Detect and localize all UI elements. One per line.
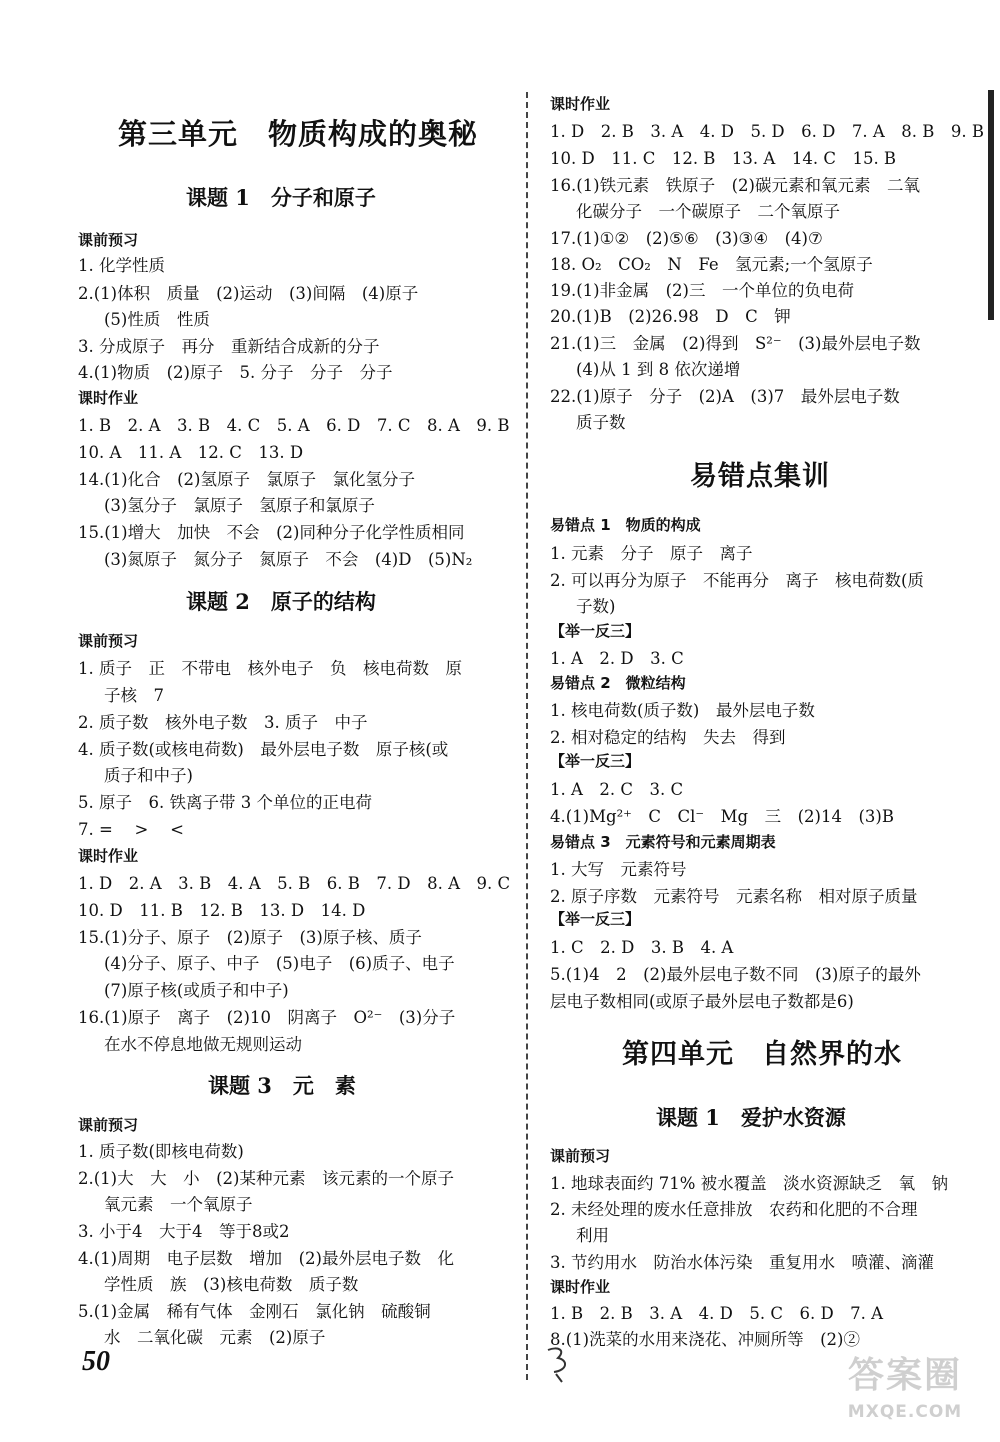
unit4-preview-line: 利用 (576, 1226, 609, 1245)
lesson2-preview-line: 子核 7 (104, 686, 164, 705)
lesson3-preview-line: 氧元素 一个氧原子 (104, 1195, 253, 1214)
err2-line: 2. 相对稳定的结构 失去 得到 (550, 728, 786, 747)
page-edge-mark (988, 90, 994, 320)
lesson2-title: 课题 2 原子的结构 (186, 589, 376, 614)
pen-scribble (540, 1342, 580, 1386)
err1-practice-line: 1. A 2. D 3. C (550, 649, 684, 668)
lesson1-homework-line: 1. B 2. A 3. B 4. C 5. A 6. D 7. C 8. A 9. B (78, 416, 510, 435)
homework-line: 21.(1)三 金属 (2)得到 S²⁻ (3)最外层电子数 (550, 334, 921, 353)
unit4-lesson1-title: 课题 1 爱护水资源 (656, 1105, 846, 1130)
lesson1-homework-line: (3)氮原子 氮分子 氮原子 不会 (4)D (5)N₂ (104, 550, 473, 569)
err1-practice-label: 【举一反三】 (550, 622, 641, 640)
err3-practice-line: 层电子数相同(或原子最外层电子数都是6) (550, 992, 854, 1011)
lesson1-homework-line: 15.(1)增大 加快 不会 (2)同种分子化学性质相同 (78, 523, 465, 542)
lesson2-homework-line: 15.(1)分子、原子 (2)原子 (3)原子核、质子 (78, 928, 422, 947)
err3-practice-line: 5.(1)4 2 (2)最外层电子数不同 (3)原子的最外 (550, 965, 921, 984)
lesson1-preview-label: 课前预习 (78, 231, 139, 249)
lesson1-preview-line: (5)性质 性质 (104, 310, 210, 329)
err3-label: 易错点 3 元素符号和元素周期表 (550, 833, 776, 851)
lesson2-homework-line: 10. D 11. B 12. B 13. D 14. D (78, 901, 366, 920)
lesson3-preview-label: 课前预习 (78, 1116, 139, 1134)
watermark-url: MXQE.COM (847, 1402, 963, 1422)
err3-line: 2. 原子序数 元素符号 元素名称 相对原子质量 (550, 887, 918, 906)
lesson2-homework-line: (4)分子、原子、中子 (5)电子 (6)质子、电子 (104, 954, 455, 973)
unit4-homework-line: 1. B 2. B 3. A 4. D 5. C 6. D 7. A (550, 1304, 884, 1323)
lesson2-homework-line: 1. D 2. A 3. B 4. A 5. B 6. B 7. D 8. A 9. C (78, 874, 511, 893)
homework-line: 17.(1)①② (2)⑤⑥ (3)③④ (4)⑦ (550, 229, 823, 248)
lesson1-title: 课题 1 分子和原子 (186, 185, 376, 210)
homework-line: (4)从 1 到 8 依次递增 (576, 360, 741, 379)
lesson2-homework-line: (7)原子核(或质子和中子) (104, 981, 289, 1000)
lesson2-preview-label: 课前预习 (78, 632, 139, 650)
lesson1-homework-line: (3)氢分子 氯原子 氢原子和氯原子 (104, 496, 375, 515)
err1-line: 子数) (576, 597, 616, 616)
lesson2-preview-line: 2. 质子数 核外电子数 3. 质子 中子 (78, 713, 368, 732)
homework-line: 质子数 (576, 413, 626, 432)
lesson2-preview-line: 7. = > < (78, 820, 184, 839)
homework-line: 20.(1)B (2)26.98 D C 钾 (550, 307, 791, 326)
err1-line: 2. 可以再分为原子 不能再分 离子 核电荷数(质 (550, 571, 924, 590)
err3-practice-line: 1. C 2. D 3. B 4. A (550, 938, 734, 957)
unit4-homework-label: 课时作业 (550, 1278, 611, 1296)
err3-line: 1. 大写 元素符号 (550, 860, 687, 879)
homework-line: 化碳分子 一个碳原子 二个氧原子 (576, 202, 840, 221)
lesson2-preview-line: 1. 质子 正 不带电 核外电子 负 核电荷数 原 (78, 659, 462, 678)
unit4-homework-line: 8.(1)洗菜的水用来浇花、冲厕所等 (2)② (550, 1330, 860, 1349)
err3-practice-label: 【举一反三】 (550, 910, 641, 928)
lesson3-title: 课题 3 元 素 (208, 1073, 356, 1098)
lesson1-preview-line: 2.(1)体积 质量 (2)运动 (3)间隔 (4)原子 (78, 284, 419, 303)
err2-practice-line: 4.(1)Mg²⁺ C Cl⁻ Mg 三 (2)14 (3)B (550, 807, 894, 826)
err1-label: 易错点 1 物质的构成 (550, 516, 701, 534)
column-divider (526, 92, 528, 1380)
watermark-logo (820, 1352, 990, 1442)
err2-line: 1. 核电荷数(质子数) 最外层电子数 (550, 701, 815, 720)
homework-line: 18. O₂ CO₂ N Fe 氢元素;一个氢原子 (550, 255, 873, 274)
page-number: 50 (82, 1346, 110, 1377)
err1-line: 1. 元素 分子 原子 离子 (550, 544, 753, 563)
unit4-preview-label: 课前预习 (550, 1147, 611, 1165)
err2-practice-label: 【举一反三】 (550, 752, 641, 770)
homework-label: 课时作业 (550, 95, 611, 113)
lesson1-homework-label: 课时作业 (78, 389, 139, 407)
watermark-text: 答案圈 (847, 1355, 962, 1396)
lesson2-preview-line: 质子和中子) (104, 766, 193, 785)
homework-line: 22.(1)原子 分子 (2)A (3)7 最外层电子数 (550, 387, 900, 406)
unit4-preview-line: 1. 地球表面约 71% 被水覆盖 淡水资源缺乏 氧 钠 (550, 1174, 949, 1193)
unit4-preview-line: 2. 未经处理的废水任意排放 农药和化肥的不合理 (550, 1200, 918, 1219)
unit3-title: 第三单元 物质构成的奥秘 (118, 117, 479, 151)
lesson1-homework-line: 14.(1)化合 (2)氢原子 氯原子 氯化氢分子 (78, 470, 415, 489)
lesson1-preview-line: 4.(1)物质 (2)原子 5. 分子 分子 分子 (78, 363, 393, 382)
homework-line: 16.(1)铁元素 铁原子 (2)碳元素和氧元素 二氧 (550, 176, 920, 195)
unit4-preview-line: 3. 节约用水 防治水体污染 重复用水 喷灌、滴灌 (550, 1253, 934, 1272)
lesson2-homework-line: 16.(1)原子 离子 (2)10 阴离子 O²⁻ (3)分子 (78, 1008, 456, 1027)
homework-line: 10. D 11. C 12. B 13. A 14. C 15. B (550, 149, 897, 168)
lesson3-preview-line: 水 二氧化碳 元素 (2)原子 (104, 1328, 326, 1347)
lesson3-preview-line: 5.(1)金属 稀有气体 金刚石 氯化钠 硫酸铜 (78, 1302, 431, 1321)
homework-line: 19.(1)非金属 (2)三 一个单位的负电荷 (550, 281, 854, 300)
unit4-title: 第四单元 自然界的水 (622, 1039, 902, 1070)
err2-label: 易错点 2 微粒结构 (550, 674, 686, 692)
lesson3-preview-line: 学性质 族 (3)核电荷数 质子数 (104, 1275, 359, 1294)
lesson2-preview-line: 4. 质子数(或核电荷数) 最外层电子数 原子核(或 (78, 740, 449, 759)
lesson3-preview-line: 3. 小于4 大于4 等于8或2 (78, 1222, 290, 1241)
lesson1-preview-line: 3. 分成原子 再分 重新结合成新的分子 (78, 337, 380, 356)
lesson2-homework-line: 在水不停息地做无规则运动 (104, 1035, 302, 1054)
lesson3-preview-line: 2.(1)大 大 小 (2)某种元素 该元素的一个原子 (78, 1169, 454, 1188)
lesson3-preview-line: 4.(1)周期 电子层数 增加 (2)最外层电子数 化 (78, 1249, 454, 1268)
lesson2-homework-label: 课时作业 (78, 847, 139, 865)
errors-title: 易错点集训 (690, 461, 830, 492)
err2-practice-line: 1. A 2. C 3. C (550, 780, 684, 799)
lesson1-homework-line: 10. A 11. A 12. C 13. D (78, 443, 304, 462)
lesson1-preview-line: 1. 化学性质 (78, 256, 165, 275)
lesson3-preview-line: 1. 质子数(即核电荷数) (78, 1142, 244, 1161)
lesson2-preview-line: 5. 原子 6. 铁离子带 3 个单位的正电荷 (78, 793, 372, 812)
homework-line: 1. D 2. B 3. A 4. D 5. D 6. D 7. A 8. B 9. B (550, 122, 985, 141)
